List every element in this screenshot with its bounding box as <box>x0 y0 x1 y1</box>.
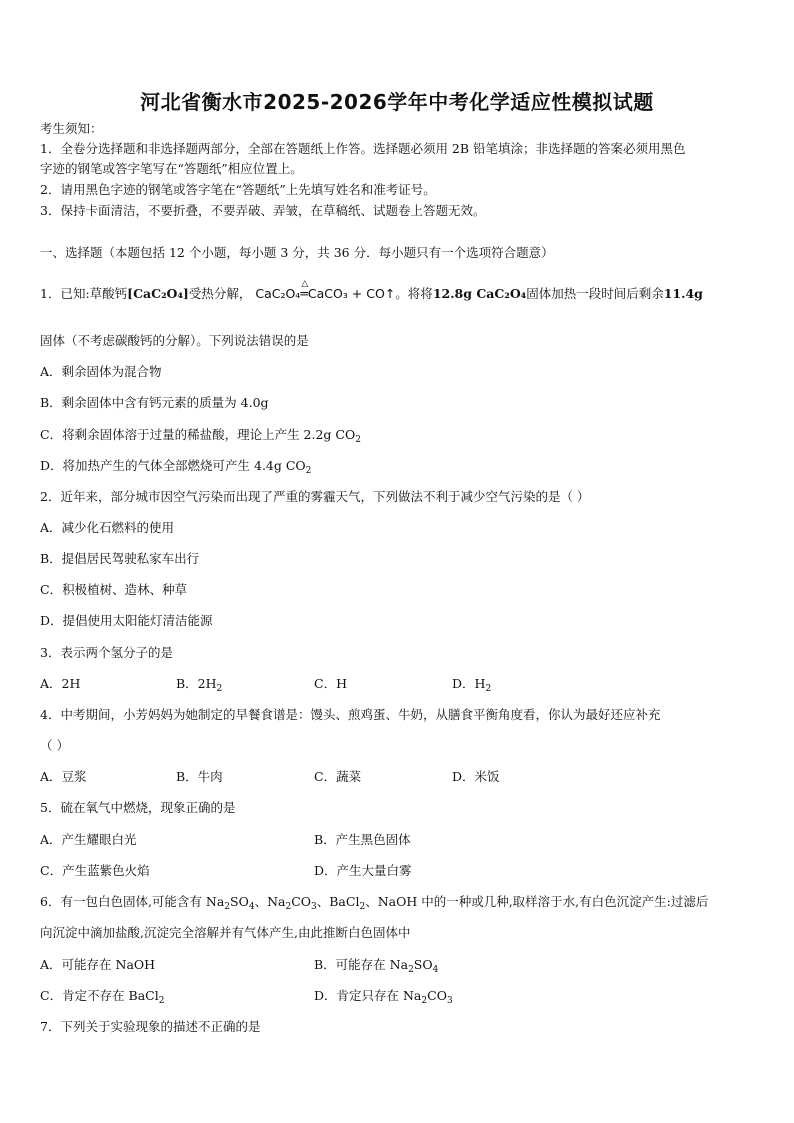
q6-s3: 2 <box>285 902 292 912</box>
q1-pre: 1．已知:草酸钙 <box>40 286 128 301</box>
q1-equation <box>255 279 396 301</box>
q6-t6: 、NaOH 中的一种或几种,取样溶于水,有白色沉淀产生:过滤后 <box>365 894 709 909</box>
q6-t4: CO <box>291 894 312 909</box>
question-4-stem: 4．中考期间，小芳妈妈为她制定的早餐食谱是：馒头、煎鸡蛋、牛奶，从膳食平衡角度看，你认为最好还应补充 <box>40 707 661 722</box>
q3-d-text: D．H <box>452 676 486 691</box>
q6-option-c[interactable] <box>40 988 164 1004</box>
q2-option-a[interactable]: A．减少化石燃料的使用 <box>40 520 175 535</box>
q4-option-a[interactable]: A．豆浆 <box>40 769 87 784</box>
q1-mass2: 11.4g <box>663 286 703 301</box>
heat-symbol <box>300 279 309 302</box>
q5-option-b[interactable]: B．产生黑色固体 <box>314 832 411 847</box>
page-title: 河北省衡水市2025-2026学年中考化学适应性模拟试题 <box>140 90 654 114</box>
q1-option-c[interactable] <box>40 427 361 443</box>
q1-c-sub: 2 <box>355 435 361 445</box>
q1-d-sub: 2 <box>305 466 312 476</box>
q5-option-c[interactable]: C．产生蓝紫色火焰 <box>40 863 150 878</box>
q6-s5: 2 <box>359 902 366 912</box>
question-3-stem: 3．表示两个氢分子的是 <box>40 645 173 660</box>
q6-t3: 、Na <box>254 894 286 909</box>
q6-b-s2: 4 <box>432 965 439 975</box>
question-1-stem-cont: 固体（不考虑碳酸钙的分解）。下列说法错误的是 <box>40 333 309 348</box>
q6-b-s1: 2 <box>408 965 414 975</box>
q1-post1: 。将将 <box>395 286 433 301</box>
eq-arrow: ═ <box>300 286 308 301</box>
q2-option-d[interactable]: D．提倡使用太阳能灯清洁能源 <box>40 613 213 628</box>
q3-b-text: B．2H <box>176 676 217 691</box>
eq-left: CaC₂O₄ <box>255 286 301 301</box>
q6-option-b[interactable] <box>314 957 438 973</box>
q3-d-sub: 2 <box>485 684 492 694</box>
q6-b-t1: B．可能存在 Na <box>314 957 409 972</box>
q4-option-c[interactable]: C．蔬菜 <box>314 769 362 784</box>
q1-option-b[interactable]: B．剩余固体中含有钙元素的质量为 4.0g <box>40 395 269 410</box>
q6-option-a[interactable]: A．可能存在 NaOH <box>40 957 156 972</box>
q6-d-t2: CO <box>427 988 447 1003</box>
q1-post2: 固体加热一段时间后剩余 <box>526 286 664 301</box>
q5-option-a[interactable]: A．产生耀眼白光 <box>40 832 137 847</box>
q6-c-t1: C．肯定不存在 BaCl <box>40 988 159 1003</box>
q5-option-d[interactable]: D．产生大量白雾 <box>314 863 412 878</box>
notice-item-1-cont: 字迹的钢笔或答字笔写在“答题纸”相应位置上。 <box>40 161 303 176</box>
q6-d-s1: 2 <box>421 996 428 1006</box>
question-4-paren: （ ） <box>40 738 69 753</box>
question-2-stem: 2．近年来，部分城市因空气污染而出现了严重的雾霾天气，下列做法不利于减少空气污染的是（ ） <box>40 489 590 504</box>
section-heading: 一、选择题（本题包括 12 个小题，每小题 3 分，共 36 分．每小题只有一个选项符合题意） <box>40 245 554 260</box>
q6-d-s2: 3 <box>446 996 453 1006</box>
notice-heading: 考生须知： <box>40 121 103 136</box>
q1-mass1: 12.8g CaC₂O₄ <box>432 286 527 301</box>
q6-d-t1: D．肯定只存在 Na <box>314 988 422 1003</box>
q6-t1: 6．有一包白色固体,可能含有 Na <box>40 894 225 909</box>
q1-formula: [CaC₂O₄] <box>127 286 189 301</box>
q3-b-sub: 2 <box>216 684 223 694</box>
q4-option-b[interactable]: B．牛肉 <box>176 769 223 784</box>
eq-right: CaCO₃ + CO↑ <box>307 286 396 301</box>
question-5-stem: 5．硫在氧气中燃烧，现象正确的是 <box>40 800 236 815</box>
q6-t5: 、BaCl <box>316 894 360 909</box>
q2-option-b[interactable]: B．提倡居民驾驶私家车出行 <box>40 551 200 566</box>
q3-option-d[interactable] <box>452 676 491 692</box>
notice-item-1: 1．全卷分选择题和非选择题两部分，全部在答题纸上作答。选择题必须用 2B 铅笔填涂；非选择题的答案必须用黑色 <box>40 141 686 156</box>
q1-option-a[interactable]: A．剩余固体为混合物 <box>40 364 162 379</box>
q3-option-b[interactable] <box>176 676 222 692</box>
q1-c-text: C．将剩余固体溶于过量的稀盐酸，理论上产生 2.2g CO <box>40 427 356 442</box>
q3-option-c[interactable]: C．H <box>314 676 347 691</box>
q3-option-a[interactable]: A．2H <box>40 676 81 691</box>
q1-option-d[interactable] <box>40 458 311 474</box>
notice-item-3: 3．保持卡面清洁，不要折叠，不要弄破、弄皱，在草稿纸、试题卷上答题无效。 <box>40 203 486 218</box>
q2-option-c[interactable]: C．积极植树、造林、种草 <box>40 582 188 597</box>
question-1-stem <box>40 279 703 302</box>
q1-mid: 受热分解， <box>188 286 252 301</box>
q6-b-t2: SO <box>413 957 433 972</box>
q1-d-text: D．将加热产生的气体全部燃烧可产生 4.4g CO <box>40 458 306 473</box>
question-6-stem-cont: 向沉淀中滴加盐酸,沉淀完全溶解并有气体产生,由此推断白色固体中 <box>40 925 411 940</box>
q4-option-d[interactable]: D．米饭 <box>452 769 500 784</box>
q6-s4: 3 <box>311 902 317 912</box>
q6-s2: 4 <box>248 902 255 912</box>
q6-c-s1: 2 <box>158 996 165 1006</box>
question-7-stem: 7．下列关于实验现象的描述不正确的是 <box>40 1019 261 1034</box>
q6-t2: SO <box>230 894 249 909</box>
q6-option-d[interactable] <box>314 988 453 1004</box>
question-6-stem <box>40 894 708 910</box>
notice-item-2: 2．请用黑色字迹的钢笔或答字笔在“答题纸”上先填写姓名和准考证号。 <box>40 182 436 197</box>
delta-icon: △ <box>301 279 309 289</box>
q6-s1: 2 <box>224 902 231 912</box>
